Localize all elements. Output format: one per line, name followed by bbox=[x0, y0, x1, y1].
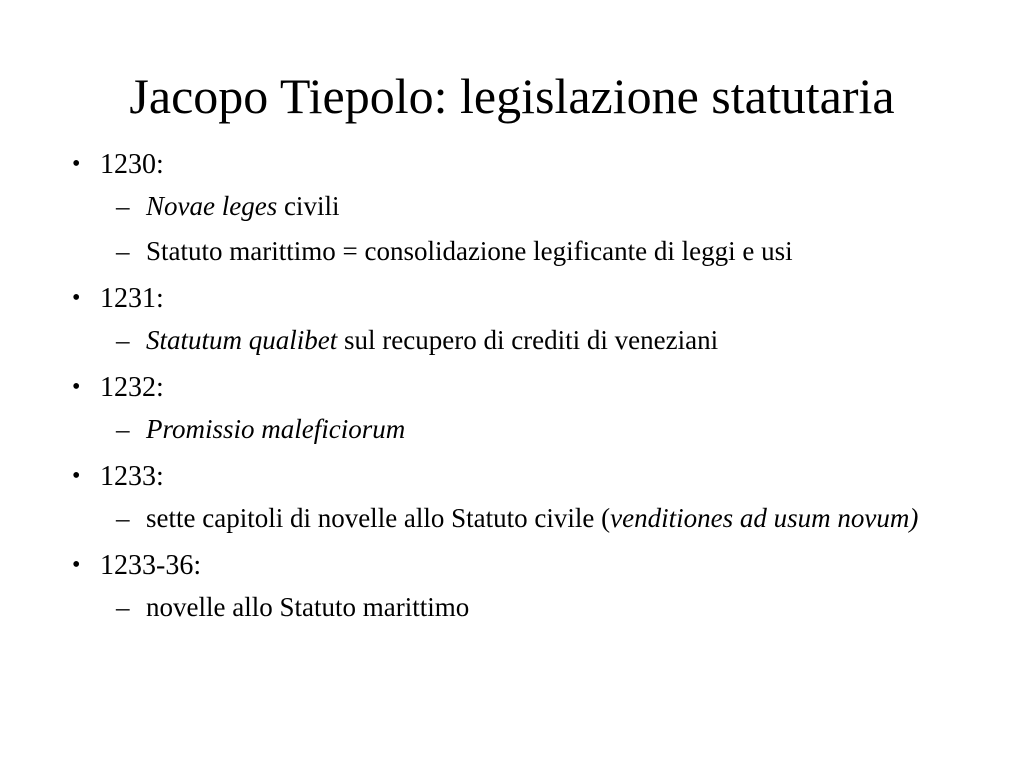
item-label: 1231: bbox=[100, 283, 164, 314]
dash-icon: – bbox=[116, 414, 130, 444]
sub-item-text: civili bbox=[277, 191, 340, 221]
sub-list bbox=[100, 591, 950, 624]
sub-list bbox=[100, 502, 950, 535]
sub-item-text: novelle allo Statuto marittimo bbox=[146, 592, 470, 622]
item-label: 1230: bbox=[100, 149, 164, 180]
item-label: 1233-36: bbox=[100, 550, 202, 581]
dash-icon: – bbox=[116, 236, 130, 266]
bullet-icon: • bbox=[72, 151, 81, 177]
sub-list bbox=[100, 190, 950, 268]
bullet-icon: • bbox=[72, 552, 81, 578]
slide-title: Jacopo Tiepolo: legislazione statutaria bbox=[129, 68, 895, 124]
dash-icon: – bbox=[116, 325, 130, 355]
sub-list bbox=[100, 413, 950, 446]
item-label: 1233: bbox=[100, 461, 164, 492]
sub-item-text: sette capitoli di novelle allo Statuto civile ( bbox=[146, 503, 611, 533]
sub-list-item bbox=[100, 235, 950, 268]
dash-icon: – bbox=[116, 503, 130, 533]
bullet-icon: • bbox=[72, 374, 81, 400]
list-item bbox=[70, 369, 950, 446]
bullet-icon: • bbox=[72, 463, 81, 489]
list-item bbox=[70, 146, 950, 268]
sub-item-text: Statuto marittimo = consolidazione legificante di leggi e usi bbox=[146, 236, 793, 266]
sub-list-item bbox=[100, 413, 950, 446]
sub-item-italic-tail: venditiones ad usum novum) bbox=[610, 503, 919, 533]
sub-list-item bbox=[100, 502, 950, 535]
list-item bbox=[70, 547, 950, 624]
item-label: 1232: bbox=[100, 372, 164, 403]
list-item bbox=[70, 280, 950, 357]
bullet-icon: • bbox=[72, 285, 81, 311]
sub-item-text: sul recupero di crediti di veneziani bbox=[337, 325, 719, 355]
list-item bbox=[70, 458, 950, 535]
sub-list-item bbox=[100, 190, 950, 223]
slide-content bbox=[70, 146, 950, 636]
sub-list-item bbox=[100, 591, 950, 624]
sub-item-italic: Statutum qualibet bbox=[146, 325, 338, 355]
sub-item-italic: Promissio maleficiorum bbox=[146, 414, 406, 444]
sub-item-italic: Novae leges bbox=[146, 191, 278, 221]
dash-icon: – bbox=[116, 191, 130, 221]
bullet-list bbox=[70, 146, 950, 624]
dash-icon: – bbox=[116, 592, 130, 622]
sub-list bbox=[100, 324, 950, 357]
sub-list-item bbox=[100, 324, 950, 357]
